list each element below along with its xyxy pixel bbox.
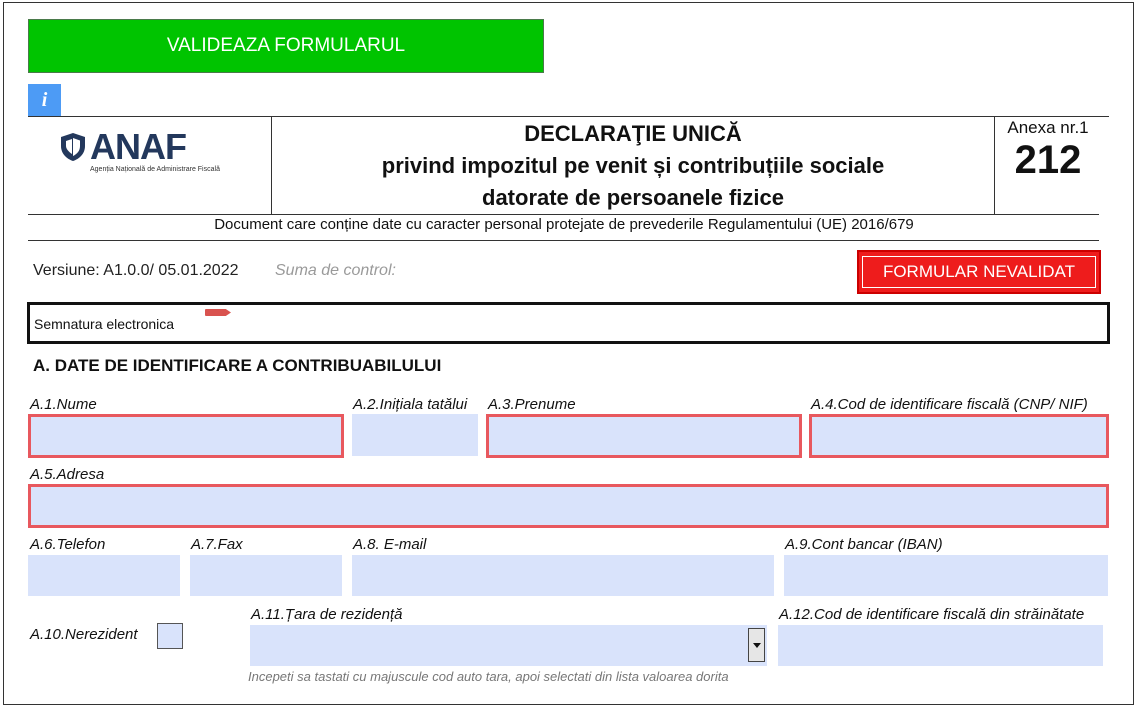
validation-status-text: FORMULAR NEVALIDAT	[862, 256, 1096, 288]
electronic-signature-field[interactable]	[27, 302, 1110, 344]
nume-input[interactable]	[28, 414, 344, 458]
validation-status-badge[interactable]	[857, 250, 1101, 294]
signature-flag-icon	[205, 309, 231, 316]
chevron-down-icon	[753, 643, 761, 648]
tara-dropdown-button[interactable]	[748, 628, 765, 662]
cif-strain-input[interactable]	[778, 625, 1103, 666]
cif-input[interactable]	[809, 414, 1109, 458]
gdpr-note: Document care conține date cu caracter personal protejate de prevederile Regulamentului (UE) 2016/679	[214, 216, 914, 233]
telefon-input[interactable]	[28, 555, 180, 596]
header-top-line	[28, 116, 1109, 117]
section-a-title: A. DATE DE IDENTIFICARE A CONTRIBUABILULUI	[33, 356, 442, 375]
fax-label: A.7.Fax	[191, 536, 243, 553]
cif-label: A.4.Cod de identificare fiscală (CNP/ NIF)	[811, 396, 1088, 413]
prenume-input[interactable]	[486, 414, 802, 458]
initiala-input[interactable]	[352, 414, 478, 456]
nerezident-label: A.10.Nerezident	[30, 626, 138, 643]
validate-form-button[interactable]: VALIDEAZA FORMULARUL	[28, 19, 544, 73]
cif-strain-label: A.12.Cod de identificare fiscală din străinătate	[779, 606, 1085, 623]
form-frame	[3, 2, 1134, 705]
iban-input[interactable]	[784, 555, 1108, 596]
header-divider-right	[994, 116, 995, 214]
prenume-label: A.3.Prenume	[488, 396, 576, 413]
nerezident-checkbox[interactable]	[157, 623, 183, 649]
adresa-label: A.5.Adresa	[30, 466, 105, 483]
title-line-1: DECLARAŢIE UNICĂ	[524, 121, 742, 146]
anexa-number: 212	[1014, 138, 1082, 182]
version-text: Versiune: A1.0.0/ 05.01.2022	[33, 262, 239, 279]
shield-icon	[60, 132, 86, 162]
nume-label: A.1.Nume	[30, 396, 97, 413]
signature-label: Semnatura electronica	[34, 316, 175, 332]
tara-label: A.11.Țara de rezidență	[251, 606, 403, 623]
info-icon[interactable]: i	[28, 84, 61, 116]
fax-input[interactable]	[190, 555, 342, 596]
logo-wordmark: ANAF	[90, 126, 186, 167]
tara-input[interactable]	[250, 625, 767, 666]
anaf-logo	[60, 126, 230, 180]
initiala-label: A.2.Inițiala tatălui	[353, 396, 468, 413]
page-title	[272, 118, 994, 214]
anexa-label: Anexa nr.1	[1007, 118, 1089, 137]
tara-hint: Incepeti sa tastati cu majuscule cod auto tara, apoi selectati din lista valoarea dorita	[248, 669, 729, 684]
gdpr-bottom-line	[28, 240, 1099, 241]
email-input[interactable]	[352, 555, 774, 596]
telefon-label: A.6.Telefon	[30, 536, 106, 553]
logo-subtitle: Agenția Națională de Administrare Fiscală	[90, 166, 220, 173]
email-label: A.8. E-mail	[353, 536, 427, 553]
adresa-input[interactable]	[28, 484, 1109, 528]
checksum-label: Suma de control:	[275, 262, 396, 279]
header-bottom-line	[28, 214, 1099, 215]
title-line-3: datorate de persoanele fizice	[482, 185, 784, 210]
iban-label: A.9.Cont bancar (IBAN)	[785, 536, 943, 553]
title-line-2: privind impozitul pe venit și contribuțiile sociale	[381, 153, 885, 178]
